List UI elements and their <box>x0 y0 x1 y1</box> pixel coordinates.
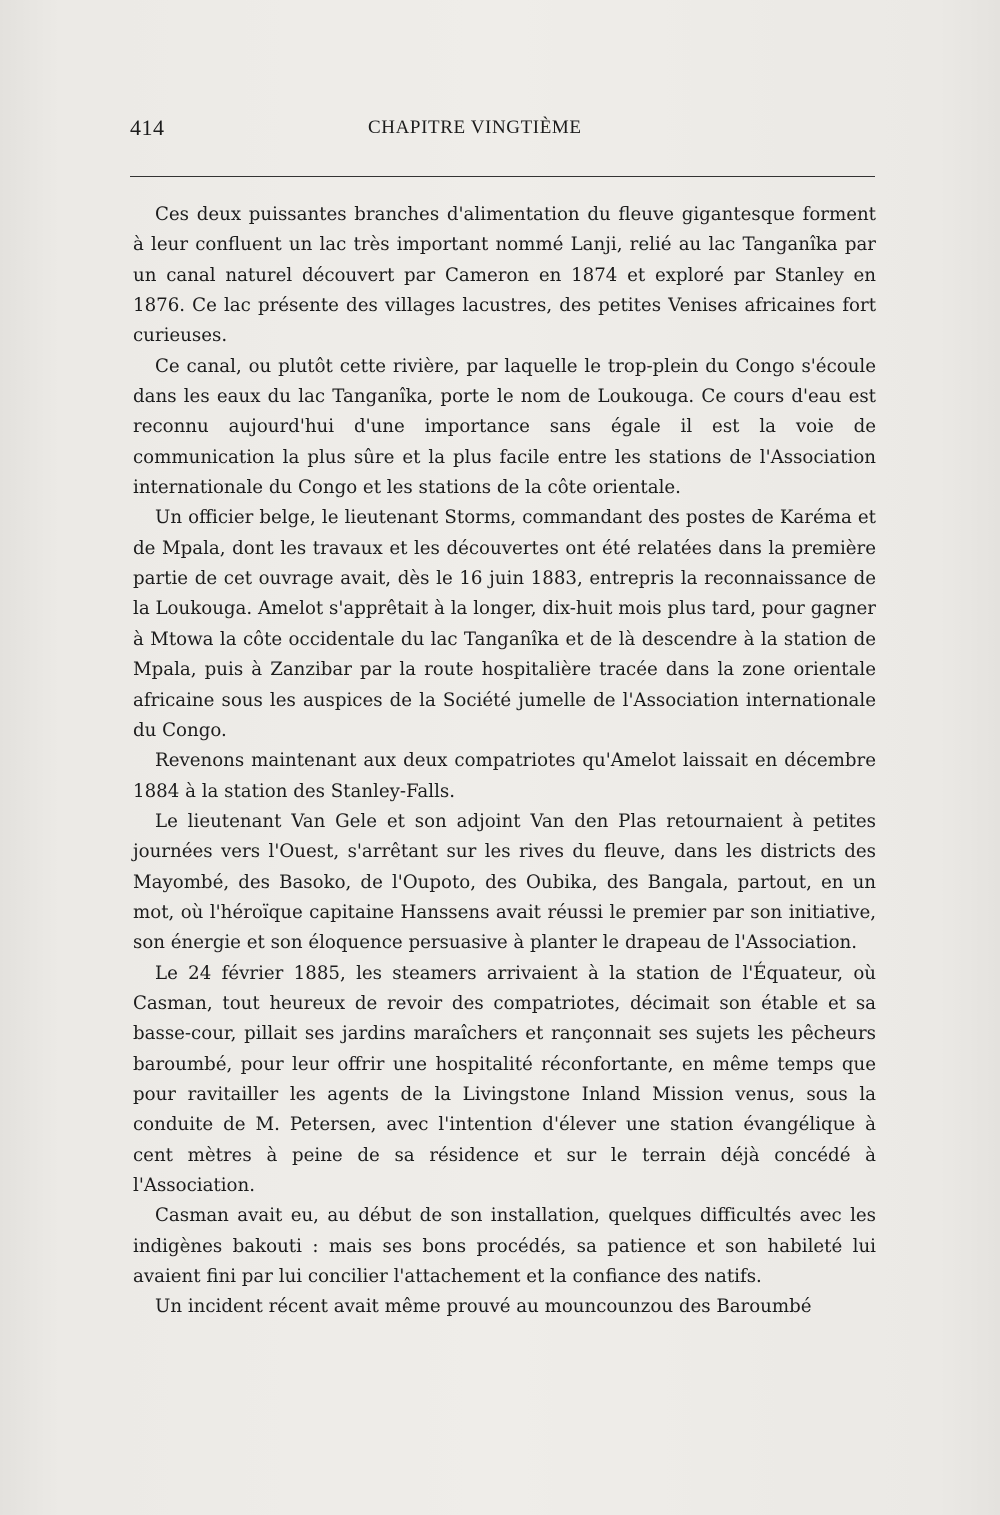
paragraph: Un incident récent avait même prouvé au mouncounzou des Baroumbé <box>155 1296 812 1318</box>
page-number: 414 <box>130 115 165 140</box>
header-rule <box>130 176 875 177</box>
paragraph: Un officier belge, le lieutenant Storms, commandant des postes de Karéma et de Mpala, dont les travaux et les découvertes ont été relatées dans la première partie de cet ouvrage avait, dès le 16 juin 1883, entrepris la reconnaissance de la Loukouga. Amelot s'apprêtait à la longer, dix-huit mois plus tard, pour gagner à Mtowa la côte occidentale du lac Tanganîka et de là descendre à la station de Mpala, puis à Zanzibar par la route hospitalière tracée dans la zone orientale africaine sous les auspices de la Société jumelle de l'Association internationale du Congo. <box>133 507 876 741</box>
body-text <box>133 200 876 1323</box>
paragraph: Casman avait eu, au début de son installation, quelques difficultés avec les indigènes bakouti : mais ses bons procédés, sa patience et son habileté lui avaient fini par lui concilier l'attachement et la confiance des natifs. <box>133 1205 876 1288</box>
paragraph: Revenons maintenant aux deux compatriotes qu'Amelot laissait en décembre 1884 à la station des Stanley-Falls. <box>133 750 876 802</box>
paragraph: Le lieutenant Van Gele et son adjoint Van den Plas retournaient à petites journées vers l'Ouest, s'arrêtant sur les rives du fleuve, dans les districts des Mayombé, des Basoko, de l'Oupoto, des Oubika, des Bangala, partout, en un mot, où l'héroïque capitaine Hanssens avait réussi le premier par son initiative, son énergie et son éloquence persuasive à planter le drapeau de l'Association. <box>133 810 876 954</box>
paragraph: Le 24 février 1885, les steamers arrivaient à la station de l'Équateur, où Casman, tout heureux de revoir des compatriotes, décimait son étable et sa basse-cour, pillait ses jardins maraîchers et rançonnait ses sujets les pêcheurs baroumbé, pour leur offrir une hospitalité réconfortante, en même temps que pour ravitailler les agents de la Livingstone Inland Mission venus, sous la conduite de M. Petersen, avec l'intention d'élever une station évangélique à cent mètres à peine de sa résidence et sur le terrain déjà concédé à l'Association. <box>133 962 876 1196</box>
page-header <box>130 115 875 145</box>
paragraph: Ce canal, ou plutôt cette rivière, par laquelle le trop-plein du Congo s'écoule dans les eaux du lac Tanganîka, porte le nom de Loukouga. Ce cours d'eau est reconnu aujourd'hui d'une importance sans égale il est la voie de communication la plus sûre et la plus facile entre les stations de l'Association internationale du Congo et les stations de la côte orientale. <box>133 355 876 499</box>
paragraph: Ces deux puissantes branches d'alimentation du fleuve gigantesque forment à leur confluent un lac très important nommé Lanji, relié au lac Tanganîka par un canal naturel découvert par Cameron en 1874 et exploré par Stanley en 1876. Ce lac présente des villages lacustres, des petites Venises africaines fort curieuses. <box>133 204 876 347</box>
running-title: CHAPITRE VINGTIÈME <box>368 117 582 138</box>
